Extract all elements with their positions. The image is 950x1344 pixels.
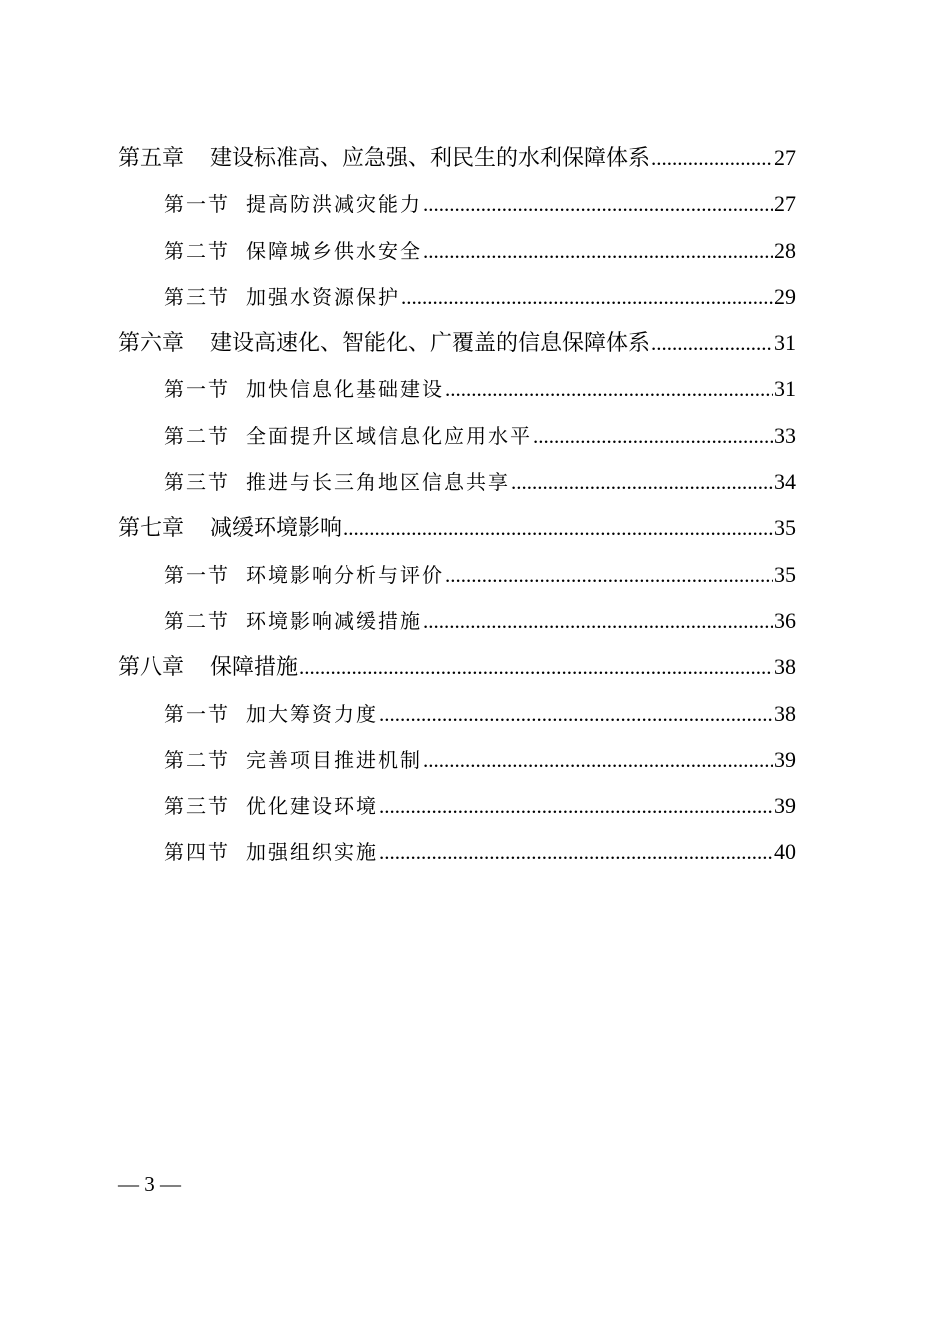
toc-entry-title: 保障城乡供水安全 xyxy=(246,238,422,263)
toc-entry-section[interactable] xyxy=(118,459,796,505)
toc-entry-page: 27 xyxy=(774,191,796,217)
toc-entry-page: 35 xyxy=(774,515,796,541)
toc-entry-page: 33 xyxy=(774,422,796,448)
toc-entry-section[interactable] xyxy=(118,598,796,644)
toc-entry-number: 第七章 xyxy=(118,516,185,542)
toc-entry-number: 第一节 xyxy=(164,701,230,726)
dot-leader xyxy=(379,829,773,875)
dot-leader xyxy=(299,644,773,690)
toc-entry-section[interactable] xyxy=(118,413,796,459)
toc-entry-number: 第八章 xyxy=(118,655,185,681)
toc-entry-number: 第三节 xyxy=(164,284,230,309)
dot-leader xyxy=(445,552,773,598)
toc-entry-number: 第二节 xyxy=(164,423,230,448)
toc-entry-page: 28 xyxy=(774,237,796,263)
toc-entry-title: 减缓环境影响 xyxy=(210,516,343,542)
dot-leader xyxy=(511,459,773,505)
toc-entry-title: 建设标准高、应急强、利民生的水利保障体系 xyxy=(210,146,651,171)
toc-entry-page: 36 xyxy=(774,607,796,633)
toc-entry-page: 35 xyxy=(774,561,796,587)
dot-leader xyxy=(379,783,773,829)
dot-leader xyxy=(651,320,773,366)
dot-leader xyxy=(423,228,773,274)
dot-leader xyxy=(343,505,773,551)
dot-leader xyxy=(533,413,773,459)
toc-entry-page: 34 xyxy=(774,469,796,495)
toc-entry-title: 环境影响分析与评价 xyxy=(246,562,444,587)
toc-entry-title: 加大筹资力度 xyxy=(246,701,378,726)
page-number: — 3 — xyxy=(118,1172,181,1196)
toc-entry-number: 第三节 xyxy=(164,470,230,495)
toc-entry-section[interactable] xyxy=(118,366,796,412)
toc-entry-title: 提高防洪减灾能力 xyxy=(246,192,422,217)
toc-entry-chapter-7[interactable] xyxy=(118,505,796,551)
dot-leader xyxy=(423,737,773,783)
toc-entry-chapter-8[interactable] xyxy=(118,644,796,690)
toc-entry-page: 31 xyxy=(774,376,796,402)
table-of-contents xyxy=(118,135,796,876)
toc-entry-title: 优化建设环境 xyxy=(246,794,378,819)
dot-leader xyxy=(445,366,773,412)
toc-entry-page: 38 xyxy=(774,700,796,726)
dot-leader xyxy=(651,135,773,181)
toc-entry-section[interactable] xyxy=(118,783,796,829)
toc-entry-section[interactable] xyxy=(118,691,796,737)
toc-entry-title: 全面提升区域信息化应用水平 xyxy=(246,423,532,448)
toc-entry-title: 加强组织实施 xyxy=(246,840,378,865)
toc-entry-section[interactable] xyxy=(118,829,796,875)
toc-entry-number: 第五章 xyxy=(118,146,185,171)
dot-leader xyxy=(423,598,773,644)
dot-leader xyxy=(401,274,773,320)
toc-entry-chapter-5[interactable] xyxy=(118,135,796,181)
toc-entry-title: 完善项目推进机制 xyxy=(246,747,422,772)
toc-entry-number: 第二节 xyxy=(164,238,230,263)
toc-entry-number: 第三节 xyxy=(164,794,230,819)
toc-entry-number: 第一节 xyxy=(164,377,230,402)
toc-entry-section[interactable] xyxy=(118,737,796,783)
toc-entry-page: 39 xyxy=(774,793,796,819)
toc-entry-number: 第六章 xyxy=(118,331,185,357)
toc-entry-section[interactable] xyxy=(118,181,796,227)
toc-entry-number: 第一节 xyxy=(164,192,230,217)
toc-entry-page: 39 xyxy=(774,746,796,772)
toc-entry-title: 加快信息化基础建设 xyxy=(246,377,444,402)
toc-entry-title: 建设高速化、智能化、广覆盖的信息保障体系 xyxy=(210,331,651,357)
toc-entry-title: 环境影响减缓措施 xyxy=(246,608,422,633)
toc-entry-chapter-6[interactable] xyxy=(118,320,796,366)
toc-entry-title: 推进与长三角地区信息共享 xyxy=(246,470,510,495)
toc-entry-section[interactable] xyxy=(118,274,796,320)
toc-entry-number: 第二节 xyxy=(164,608,230,633)
toc-entry-number: 第四节 xyxy=(164,840,230,865)
toc-entry-page: 31 xyxy=(774,330,796,356)
toc-entry-section[interactable] xyxy=(118,552,796,598)
toc-entry-title: 保障措施 xyxy=(210,655,299,681)
toc-entry-title: 加强水资源保护 xyxy=(246,284,400,309)
toc-entry-page: 29 xyxy=(774,283,796,309)
toc-entry-page: 38 xyxy=(774,654,796,680)
dot-leader xyxy=(423,181,773,227)
toc-entry-number: 第一节 xyxy=(164,562,230,587)
dot-leader xyxy=(379,691,773,737)
toc-entry-page: 27 xyxy=(774,145,796,170)
toc-entry-section[interactable] xyxy=(118,228,796,274)
toc-entry-page: 40 xyxy=(774,839,796,865)
toc-entry-number: 第二节 xyxy=(164,747,230,772)
